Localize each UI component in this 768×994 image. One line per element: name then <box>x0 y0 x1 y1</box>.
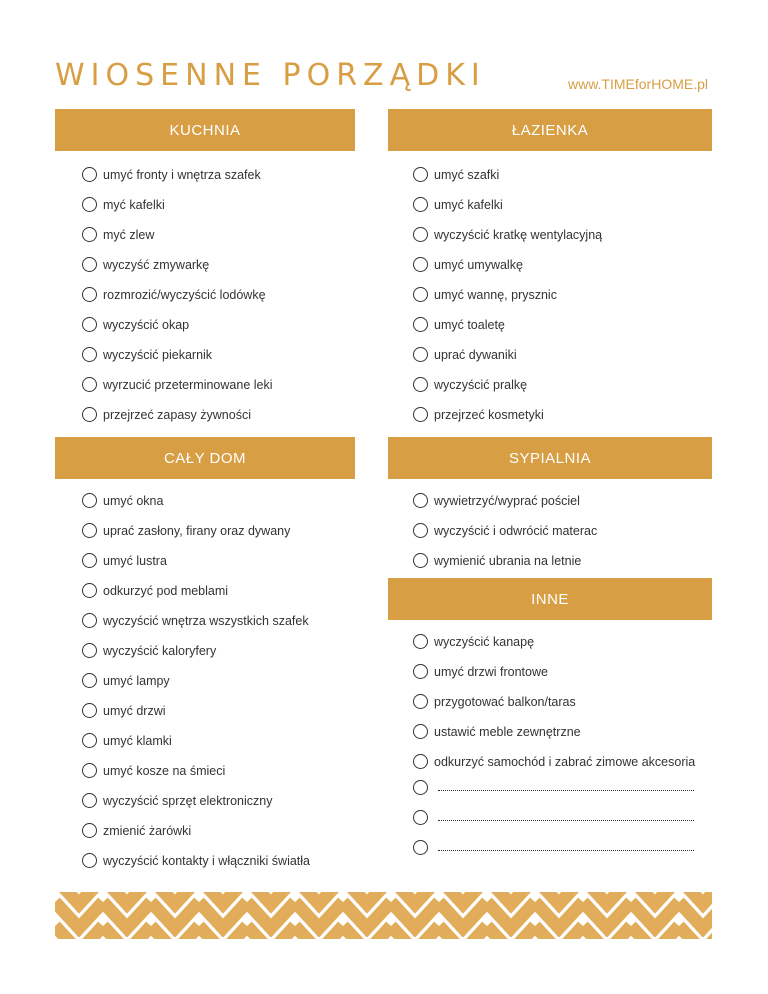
checklist-item-label: wyczyścić wnętrza wszystkich szafek <box>103 613 309 628</box>
circle-checkbox-icon[interactable] <box>82 793 97 808</box>
checklist-item-label: umyć toaletę <box>434 317 505 332</box>
checklist-item-label: umyć wannę, prysznic <box>434 287 557 302</box>
circle-checkbox-icon[interactable] <box>82 377 97 392</box>
write-in-line[interactable] <box>438 844 694 851</box>
checklist-item[interactable] <box>413 523 597 538</box>
checklist-item[interactable] <box>82 167 261 182</box>
checklist-item[interactable] <box>82 673 170 688</box>
circle-checkbox-icon[interactable] <box>413 407 428 422</box>
checklist-item[interactable] <box>82 407 251 422</box>
circle-checkbox-icon[interactable] <box>82 613 97 628</box>
circle-checkbox-icon[interactable] <box>82 763 97 778</box>
checklist-item-label: wyczyścić piekarnik <box>103 347 213 362</box>
checklist-item[interactable] <box>82 287 266 302</box>
checklist-item[interactable] <box>82 257 209 272</box>
circle-checkbox-icon[interactable] <box>82 197 97 212</box>
checklist-item[interactable] <box>82 493 163 508</box>
header-kuchnia: KUCHNIA <box>55 109 355 151</box>
checklist-item[interactable] <box>413 317 505 332</box>
checklist-item-label: umyć umywalkę <box>434 257 523 272</box>
header-sypialnia: SYPIALNIA <box>388 437 712 479</box>
checklist-item[interactable] <box>413 754 695 769</box>
circle-checkbox-icon[interactable] <box>413 724 428 739</box>
checklist-item-label: umyć drzwi frontowe <box>434 664 548 679</box>
write-in-line[interactable] <box>438 784 694 791</box>
circle-checkbox-icon[interactable] <box>413 167 428 182</box>
checklist-item-label: umyć kafelki <box>434 197 503 212</box>
circle-checkbox-icon[interactable] <box>413 523 428 538</box>
checklist-item-label: myć zlew <box>103 227 155 242</box>
checklist-item-label: umyć drzwi <box>103 703 166 718</box>
checklist-item-label: wyczyść zmywarkę <box>103 257 210 272</box>
circle-checkbox-icon[interactable] <box>413 664 428 679</box>
circle-checkbox-icon[interactable] <box>82 523 97 538</box>
circle-checkbox-icon[interactable] <box>413 493 428 508</box>
checklist-item[interactable] <box>82 317 189 332</box>
checklist-item[interactable] <box>82 763 225 778</box>
checklist-item[interactable] <box>82 643 216 658</box>
checklist-item-label: odkurzyć samochód i zabrać zimowe akcesoria <box>434 754 696 769</box>
circle-checkbox-icon[interactable] <box>82 257 97 272</box>
circle-checkbox-icon[interactable] <box>82 493 97 508</box>
checklist-item[interactable] <box>82 613 309 628</box>
circle-checkbox-icon[interactable] <box>82 553 97 568</box>
circle-checkbox-icon[interactable] <box>82 347 97 362</box>
circle-checkbox-icon[interactable] <box>82 733 97 748</box>
website-link[interactable]: www.TIMEforHOME.pl <box>567 76 708 92</box>
checklist-item[interactable] <box>82 227 154 242</box>
checklist-item-label: wyczyścić kontakty i włączniki światła <box>103 853 310 868</box>
checklist-item-label: wyczyścić kratkę wentylacyjną <box>434 227 603 242</box>
checklist-item-label: wyczyścić pralkę <box>434 377 528 392</box>
circle-checkbox-icon[interactable] <box>82 643 97 658</box>
checklist-item[interactable] <box>413 197 503 212</box>
blank-checklist-line[interactable] <box>413 810 694 825</box>
blank-checklist-line[interactable] <box>413 840 694 855</box>
checklist-item-label: umyć kosze na śmieci <box>103 763 226 778</box>
checklist-item[interactable] <box>413 493 580 508</box>
checklist-item-label: uprać zasłony, firany oraz dywany <box>103 523 291 538</box>
blank-checklist-line[interactable] <box>413 780 694 795</box>
circle-checkbox-icon[interactable] <box>413 780 428 795</box>
checklist-item[interactable] <box>413 634 534 649</box>
checklist-item[interactable] <box>82 583 228 598</box>
circle-checkbox-icon[interactable] <box>413 694 428 709</box>
checklist-item[interactable] <box>82 377 273 392</box>
page-title: WIOSENNE PORZĄDKI <box>55 58 486 93</box>
checklist-item-label: myć kafelki <box>103 197 165 212</box>
checklist-item-label: umyć szafki <box>434 167 500 182</box>
checklist-item[interactable] <box>413 407 544 422</box>
checklist-item[interactable] <box>82 703 166 718</box>
checklist-item[interactable] <box>413 377 527 392</box>
checklist-item[interactable] <box>82 553 167 568</box>
checklist-item[interactable] <box>413 694 576 709</box>
checklist-item-label: wywietrzyć/wyprać pościel <box>434 493 580 508</box>
circle-checkbox-icon[interactable] <box>413 754 428 769</box>
checklist-item-label: wyczyścić okap <box>103 317 190 332</box>
checklist-item-label: zmienić żarówki <box>103 823 192 838</box>
circle-checkbox-icon[interactable] <box>82 583 97 598</box>
checklist-item[interactable] <box>413 257 523 272</box>
checklist-item-label: ustawić meble zewnętrzne <box>434 724 581 739</box>
checklist-item[interactable] <box>82 523 290 538</box>
checklist-item-label: uprać dywaniki <box>434 347 517 362</box>
circle-checkbox-icon[interactable] <box>82 227 97 242</box>
circle-checkbox-icon[interactable] <box>413 227 428 242</box>
checklist-item-label: wyczyścić kaloryfery <box>103 643 217 658</box>
checklist-item-label: wymienić ubrania na letnie <box>434 553 582 568</box>
checklist-item-label: wyrzucić przeterminowane leki <box>103 377 273 392</box>
checklist-item[interactable] <box>413 167 499 182</box>
circle-checkbox-icon[interactable] <box>413 553 428 568</box>
checklist-item-label: przygotować balkon/taras <box>434 694 576 709</box>
checklist-item-label: umyć lampy <box>103 673 170 688</box>
header-inne: INNE <box>388 578 712 620</box>
checklist-item[interactable] <box>413 347 517 362</box>
circle-checkbox-icon[interactable] <box>413 347 428 362</box>
circle-checkbox-icon[interactable] <box>413 840 428 855</box>
checklist-item[interactable] <box>413 227 602 242</box>
checklist-item[interactable] <box>413 724 581 739</box>
checklist-item[interactable] <box>413 553 581 568</box>
circle-checkbox-icon[interactable] <box>82 673 97 688</box>
checklist-item[interactable] <box>82 853 310 868</box>
circle-checkbox-icon[interactable] <box>413 257 428 272</box>
circle-checkbox-icon[interactable] <box>413 377 428 392</box>
circle-checkbox-icon[interactable] <box>82 853 97 868</box>
checklist-item-label: odkurzyć pod meblami <box>103 583 229 598</box>
circle-checkbox-icon[interactable] <box>82 317 97 332</box>
circle-checkbox-icon[interactable] <box>413 197 428 212</box>
circle-checkbox-icon[interactable] <box>82 167 97 182</box>
circle-checkbox-icon[interactable] <box>82 823 97 838</box>
header-caly-dom: CAŁY DOM <box>55 437 355 479</box>
circle-checkbox-icon[interactable] <box>413 634 428 649</box>
circle-checkbox-icon[interactable] <box>413 317 428 332</box>
checklist-item[interactable] <box>82 347 212 362</box>
circle-checkbox-icon[interactable] <box>413 810 428 825</box>
checklist-item[interactable] <box>82 793 273 808</box>
write-in-line[interactable] <box>438 814 694 821</box>
checklist-item[interactable] <box>82 197 165 212</box>
circle-checkbox-icon[interactable] <box>82 287 97 302</box>
circle-checkbox-icon[interactable] <box>82 703 97 718</box>
checklist-item-label: wyczyścić kanapę <box>434 634 535 649</box>
checklist-item-label: wyczyścić i odwrócić materac <box>434 523 598 538</box>
checklist-item[interactable] <box>82 823 191 838</box>
checklist-item[interactable] <box>413 664 548 679</box>
checklist-item-label: wyczyścić sprzęt elektroniczny <box>103 793 273 808</box>
checklist-item-label: rozmrozić/wyczyścić lodówkę <box>103 287 266 302</box>
circle-checkbox-icon[interactable] <box>82 407 97 422</box>
checklist-item[interactable] <box>82 733 172 748</box>
checklist-item-label: umyć lustra <box>103 553 167 568</box>
circle-checkbox-icon[interactable] <box>413 287 428 302</box>
checklist-item[interactable] <box>413 287 557 302</box>
checklist-item-label: przejrzeć kosmetyki <box>434 407 544 422</box>
checklist-item-label: umyć okna <box>103 493 164 508</box>
checklist-item-label: przejrzeć zapasy żywności <box>103 407 251 422</box>
header-lazienka: ŁAZIENKA <box>388 109 712 151</box>
checklist-item-label: umyć fronty i wnętrza szafek <box>103 167 261 182</box>
chevron-pattern <box>55 892 712 939</box>
checklist-item-label: umyć klamki <box>103 733 172 748</box>
